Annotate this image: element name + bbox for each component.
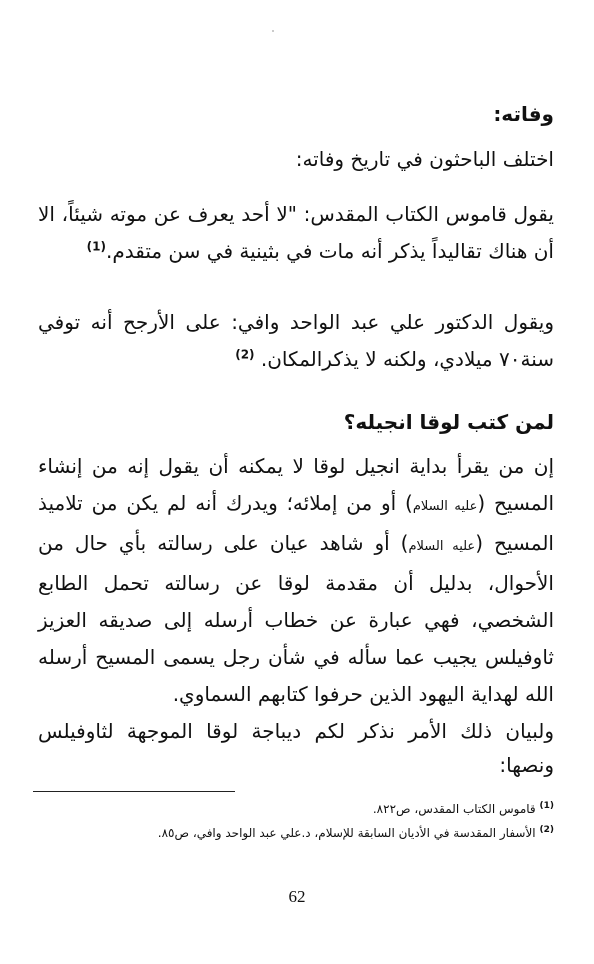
paragraph-text: يقول قاموس الكتاب المقدس: "لا أحد يعرف عن موته شيئاً، الا أن هناك تقاليداً يذكر أنه مات في بثينية في سن متقدم. xyxy=(38,202,554,263)
footnote-1 xyxy=(38,797,554,818)
paragraph-gospel-intro xyxy=(38,448,554,713)
page-number: 62 xyxy=(288,887,306,906)
paragraph-preamble: ولبيان ذلك الأمر نذكر لكم ديباجة لوقا الموجهة لثاوفيلس ونصها: xyxy=(38,719,554,777)
paragraph-text: ويقول الدكتور علي عبد الواحد وافي: على الأرجح أنه توفي سنة٧٠ ميلادي، ولكنه لا يذكرالمكان. xyxy=(38,310,554,371)
footnote-text: قاموس الكتاب المقدس، ص٨٢٢. xyxy=(372,802,536,816)
paragraph-bible-dictionary xyxy=(38,196,554,270)
paragraph-text-1: إن من يقرأ بداية انجيل لوقا لا يمكنه أن يقول إنه من إنشاء المسيح ( xyxy=(38,454,554,515)
footnote-2 xyxy=(38,821,554,842)
footnote-number: (2) xyxy=(539,825,554,835)
peace-be-upon-him-1: عليه السلام xyxy=(412,499,478,514)
scan-speck xyxy=(272,30,274,32)
paragraph-text-3: ) أو شاهد عيان على رسالته بأي حال من الأحوال، بدليل أن مقدمة لوقا عن رسالته تحمل الطابع الشخصي، فهي عبارة عن خطاب أرسله إلى صديقه العزيز ثاوفيلس يجيب عما سأله في شأن رجل يسمى المسيح أرسله الله لهداية اليهود الذين حرفوا كتابهم السماوي. xyxy=(38,531,554,706)
paragraph-text-2: ) أو من إملائه؛ ويدرك أنه لم يكن من تلاميذ المسيح ( xyxy=(38,491,554,555)
footnote-text: الأسفار المقدسة في الأديان السابقة للإسلام، د.علي عبد الواحد وافي، ص٨٥. xyxy=(157,826,536,840)
peace-be-upon-him-2: عليه السلام xyxy=(408,539,476,554)
footnote-separator xyxy=(33,791,235,792)
section-heading-death: وفاته: xyxy=(493,102,554,126)
paragraph-intro: اختلف الباحثون في تاريخ وفاته: xyxy=(295,147,554,171)
footnote-ref-2: (2) xyxy=(235,347,255,362)
paragraph-wafi xyxy=(38,304,554,378)
section-heading-gospel-recipient: لمن كتب لوقا انجيله؟ xyxy=(343,410,554,434)
footnote-ref-1: (1) xyxy=(86,239,106,254)
footnote-number: (1) xyxy=(539,801,554,811)
